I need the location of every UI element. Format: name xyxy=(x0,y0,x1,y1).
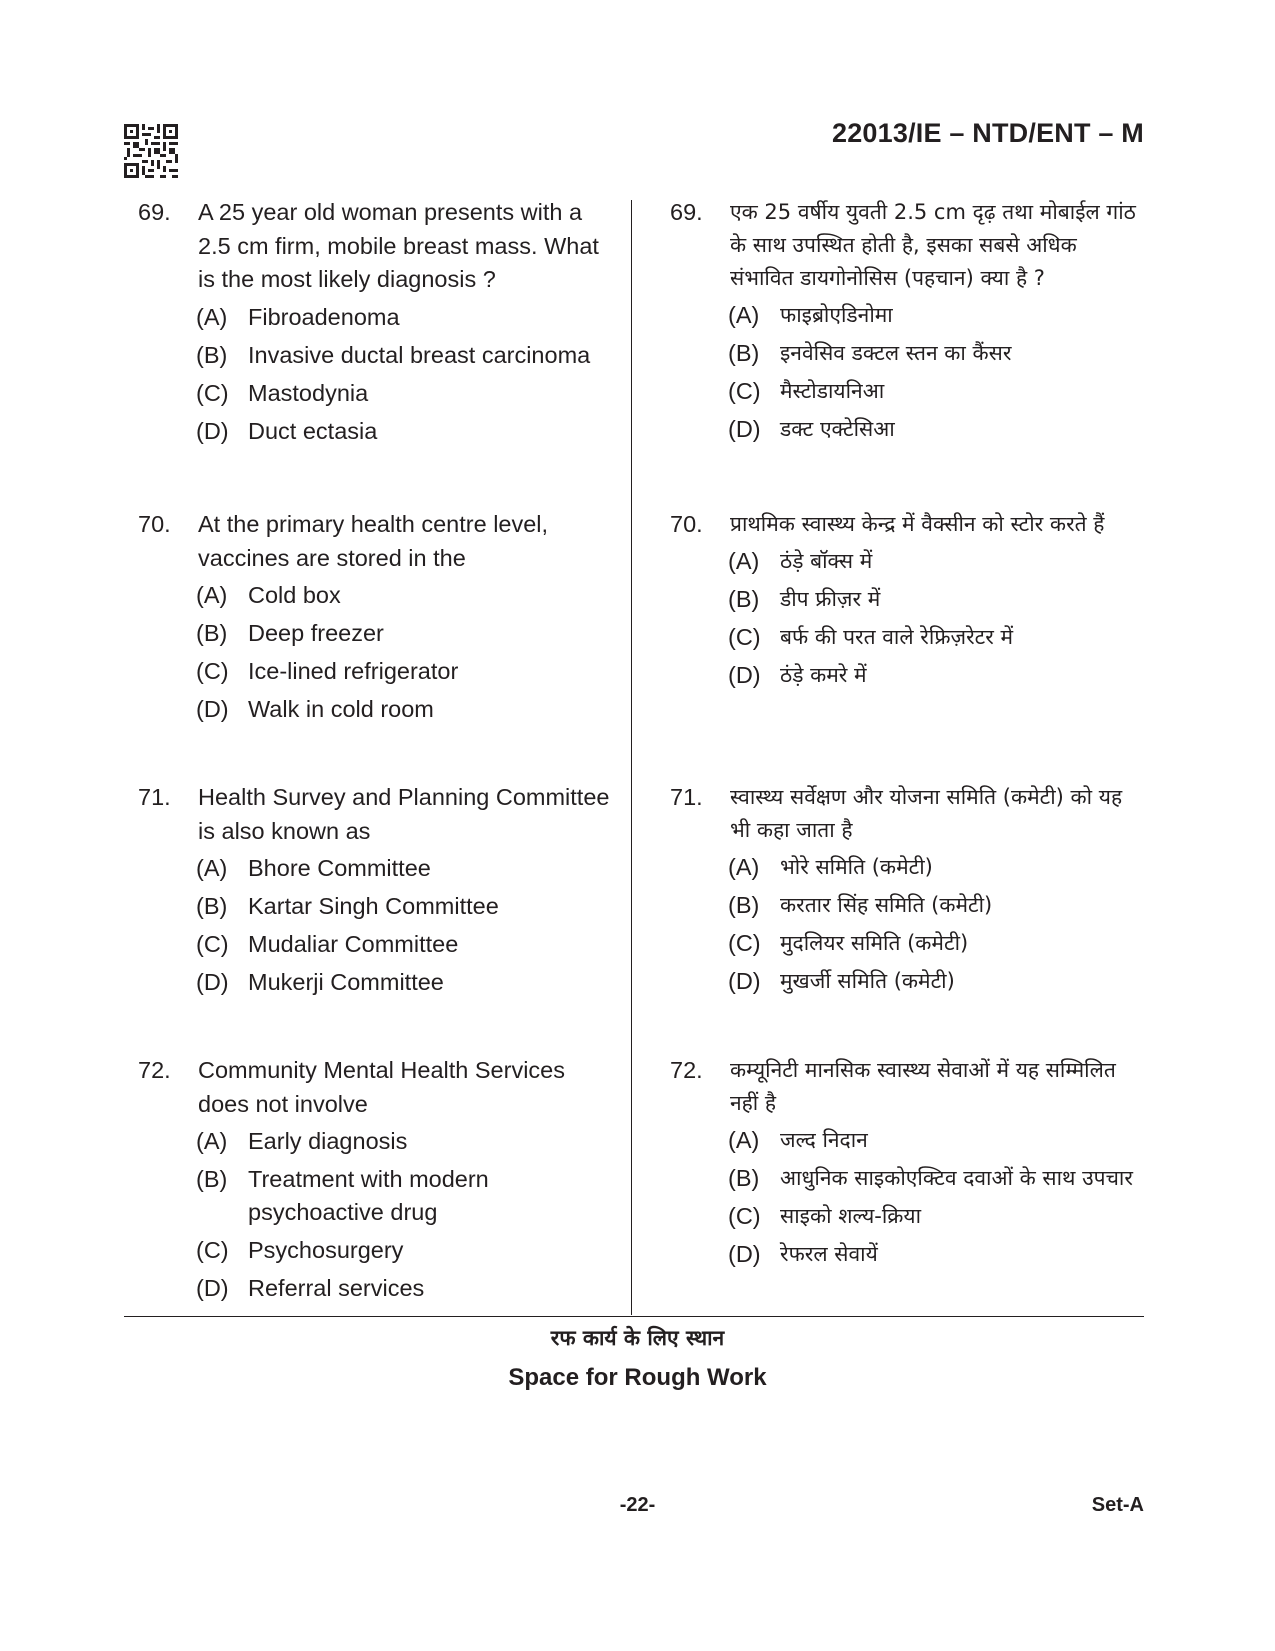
question-text: प्राथमिक स्वास्थ्य केन्द्र में वैक्सीन को स्टोर करते हैं xyxy=(730,512,1105,536)
option-a xyxy=(670,545,1145,578)
option-letter: (B) xyxy=(196,620,228,646)
option-text: जल्द निदान xyxy=(780,1128,868,1152)
option-c xyxy=(670,1200,1145,1233)
question-number: 72. xyxy=(670,1057,703,1083)
options-list xyxy=(670,299,1145,446)
option-text: भोरे समिति (कमेटी) xyxy=(780,855,933,879)
option-c xyxy=(138,377,618,410)
option-b xyxy=(670,1162,1145,1195)
option-text: डीप फ्रीज़र में xyxy=(780,587,881,611)
option-b xyxy=(138,617,618,650)
option-text: मुखर्जी समिति (कमेटी) xyxy=(780,969,955,993)
options-list xyxy=(138,1125,618,1305)
option-c xyxy=(138,655,618,688)
option-d xyxy=(138,415,618,448)
option-letter: (D) xyxy=(728,662,761,688)
option-text: Mastodynia xyxy=(248,379,369,406)
option-letter: (B) xyxy=(728,1165,760,1191)
option-letter: (A) xyxy=(728,302,760,328)
option-d xyxy=(138,1272,618,1305)
option-letter: (C) xyxy=(728,378,761,404)
question-69-en xyxy=(138,196,618,453)
question-number: 70. xyxy=(670,511,703,537)
question-text: A 25 year old woman presents with a 2.5 cm firm, mobile breast mass. What is the most likely diagnosis ? xyxy=(198,199,599,292)
option-d xyxy=(670,413,1145,446)
question-stem xyxy=(138,508,618,575)
options-list xyxy=(670,545,1145,692)
options-list xyxy=(138,301,618,448)
question-text: At the primary health centre level, vaccines are stored in the xyxy=(198,511,549,571)
option-letter: (D) xyxy=(196,969,229,995)
option-letter: (D) xyxy=(196,417,229,444)
option-text: Cold box xyxy=(248,582,341,608)
question-text: एक 25 वर्षीय युवती 2.5 cm दृढ़ तथा मोबाईल गांठ के साथ उपस्थित होती है, इसका सबसे अधिक संभावित डायगोनोसिस (पहचान) क्या है ? xyxy=(730,200,1136,290)
option-d xyxy=(138,966,618,999)
option-text: Ice-lined refrigerator xyxy=(248,658,459,684)
option-letter: (C) xyxy=(196,379,229,406)
option-b xyxy=(138,339,618,372)
option-letter: (A) xyxy=(728,854,760,880)
option-letter: (A) xyxy=(196,855,228,881)
options-list xyxy=(138,852,618,999)
option-text: आधुनिक साइकोएक्टिव दवाओं के साथ उपचार xyxy=(780,1166,1133,1190)
question-72-hi xyxy=(670,1054,1145,1276)
option-a xyxy=(670,299,1145,332)
option-letter: (B) xyxy=(196,893,228,919)
option-letter: (D) xyxy=(196,1275,229,1301)
question-69-hi xyxy=(670,196,1145,451)
option-letter: (D) xyxy=(728,416,761,442)
question-number: 71. xyxy=(138,784,171,810)
option-text: डक्ट एक्टेसिआ xyxy=(780,417,895,441)
page-number: -22- xyxy=(619,1494,656,1516)
option-letter: (C) xyxy=(728,1203,761,1229)
question-70-hi xyxy=(670,508,1145,697)
option-letter: (A) xyxy=(728,548,760,574)
rough-work-label: Space for Rough Work xyxy=(508,1364,767,1391)
option-d xyxy=(138,693,618,726)
option-letter: (D) xyxy=(196,696,229,722)
option-c xyxy=(670,927,1145,960)
option-text: Referral services xyxy=(248,1275,425,1301)
option-letter: (C) xyxy=(196,1237,229,1263)
question-text: Community Mental Health Services does not involve xyxy=(198,1057,565,1117)
options-list xyxy=(670,851,1145,998)
option-letter: (C) xyxy=(196,931,229,957)
option-letter: (B) xyxy=(728,340,760,366)
option-text: Mukerji Committee xyxy=(248,969,444,995)
option-c xyxy=(670,621,1145,654)
option-a xyxy=(138,301,618,334)
option-text: बर्फ की परत वाले रेफ्रिज़रेटर में xyxy=(780,625,1014,649)
option-letter: (C) xyxy=(728,930,761,956)
option-a xyxy=(670,851,1145,884)
option-letter: (A) xyxy=(196,1128,228,1154)
question-text: स्वास्थ्य सर्वेक्षण और योजना समिति (कमेटी) को यह भी कहा जाता है xyxy=(730,785,1123,842)
qr-code-icon xyxy=(124,124,178,178)
option-d xyxy=(670,965,1145,998)
option-letter: (B) xyxy=(728,586,760,612)
option-letter: (A) xyxy=(196,582,228,608)
question-stem xyxy=(670,196,1145,295)
option-text: रेफरल सेवायें xyxy=(780,1242,878,1266)
option-b xyxy=(670,337,1145,370)
question-70-en xyxy=(138,508,618,731)
option-text: साइको शल्य-क्रिया xyxy=(780,1204,922,1228)
option-text: Kartar Singh Committee xyxy=(248,893,499,919)
question-stem xyxy=(138,1054,618,1121)
option-d xyxy=(670,1238,1145,1271)
option-letter: (B) xyxy=(728,892,760,918)
option-letter: (D) xyxy=(728,1241,761,1267)
question-number: 69. xyxy=(138,199,171,225)
option-text: Walk in cold room xyxy=(248,696,434,722)
question-number: 70. xyxy=(138,511,171,537)
question-stem xyxy=(670,508,1145,541)
option-text: मुदलियर समिति (कमेटी) xyxy=(780,931,969,955)
option-text: फाइब्रोएडिनोमा xyxy=(780,303,893,327)
question-number: 71. xyxy=(670,784,703,810)
option-text: इनवेसिव डक्टल स्तन का कैंसर xyxy=(780,341,1012,365)
option-text: Fibroadenoma xyxy=(248,303,400,330)
option-letter: (B) xyxy=(196,341,228,368)
column-divider xyxy=(631,200,632,1315)
option-text: मैस्टोडायनिआ xyxy=(780,379,885,403)
option-c xyxy=(670,375,1145,408)
question-71-en xyxy=(138,781,618,1004)
paper-code: 22013/IE – NTD/ENT – M xyxy=(831,118,1144,148)
set-label: Set-A xyxy=(1091,1494,1144,1516)
option-letter: (B) xyxy=(196,1166,228,1192)
question-stem xyxy=(138,781,618,848)
question-number: 72. xyxy=(138,1057,171,1083)
option-text: Bhore Committee xyxy=(248,855,431,881)
option-d xyxy=(670,659,1145,692)
option-text: करतार सिंह समिति (कमेटी) xyxy=(780,893,993,917)
option-text: Mudaliar Committee xyxy=(248,931,459,957)
option-letter: (C) xyxy=(196,658,229,684)
option-text: ठंड़े बॉक्स में xyxy=(780,549,873,573)
option-a xyxy=(138,579,618,612)
rough-work-divider xyxy=(124,1316,1144,1317)
option-text: Invasive ductal breast carcinoma xyxy=(248,341,591,368)
options-list xyxy=(138,579,618,726)
question-stem xyxy=(670,1054,1145,1120)
option-letter: (D) xyxy=(728,968,761,994)
question-number: 69. xyxy=(670,199,703,225)
option-text: Deep freezer xyxy=(248,620,384,646)
option-letter: (A) xyxy=(196,303,228,330)
option-text: Early diagnosis xyxy=(248,1128,408,1154)
option-text: Psychosurgery xyxy=(248,1237,404,1263)
rough-work-label-hindi: रफ कार्य के लिए स्थान xyxy=(550,1326,725,1350)
option-letter: (C) xyxy=(728,624,761,650)
question-stem xyxy=(670,781,1145,847)
option-text: Treatment with modern psychoactive drug xyxy=(248,1166,489,1225)
option-text: ठंड़े कमरे में xyxy=(780,663,867,687)
option-letter: (A) xyxy=(728,1127,760,1153)
option-b xyxy=(670,889,1145,922)
option-b xyxy=(670,583,1145,616)
option-text: Duct ectasia xyxy=(248,417,378,444)
option-b xyxy=(138,890,618,923)
option-a xyxy=(670,1124,1145,1157)
question-72-en xyxy=(138,1054,618,1310)
question-71-hi xyxy=(670,781,1145,1003)
options-list xyxy=(670,1124,1145,1271)
option-c xyxy=(138,1234,618,1267)
option-a xyxy=(138,1125,618,1158)
option-c xyxy=(138,928,618,961)
option-b xyxy=(138,1163,618,1229)
question-text: कम्यूनिटी मानसिक स्वास्थ्य सेवाओं में यह सम्मिलित नहीं है xyxy=(730,1058,1116,1115)
question-text: Health Survey and Planning Committee is also known as xyxy=(198,784,610,844)
question-stem xyxy=(138,196,618,297)
option-a xyxy=(138,852,618,885)
